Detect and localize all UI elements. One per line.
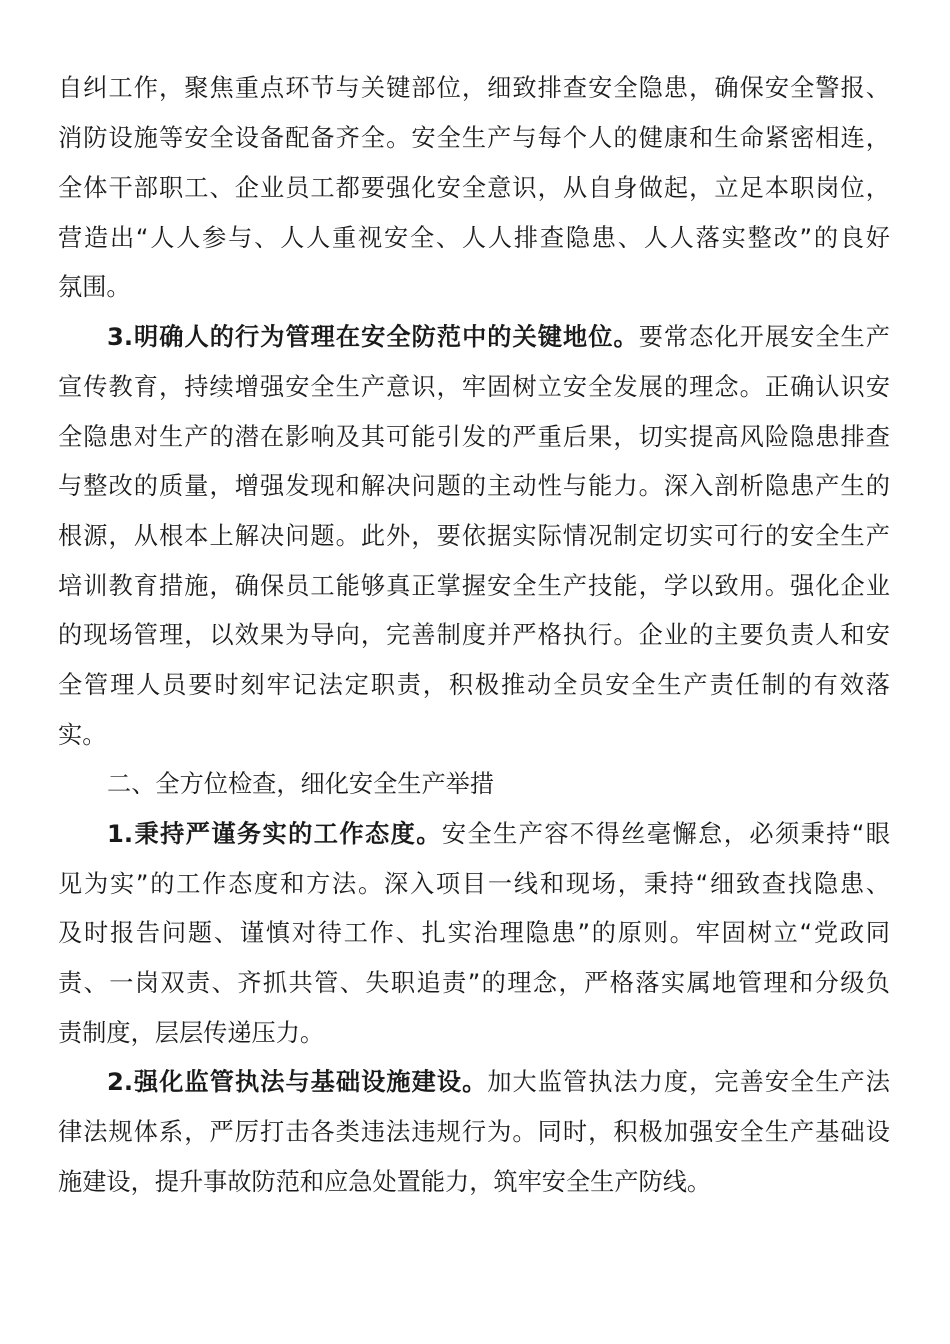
text-line: 及时报告问题、谨慎对待工作、扎实治理隐患”的原则。牢固树立“党政同 [58, 919, 890, 947]
paragraph-text: 加大监管执法力度，完善安全生产法 [487, 1068, 890, 1096]
text-line: 培训教育措施，确保员工能够真正掌握安全生产技能，学以致用。强化企业 [58, 572, 890, 600]
text-line: 施建设，提升事故防范和应急处置能力，筑牢安全生产防线。 [58, 1168, 712, 1196]
text-line: 宣传教育，持续增强安全生产意识，牢固树立安全发展的理念。正确认识安 [58, 373, 890, 401]
text-line: 全管理人员要时刻牢记法定职责，积极推动全员安全生产责任制的有效落 [58, 671, 890, 699]
text-line: 责制度，层层传递压力。 [58, 1019, 325, 1047]
paragraph-first-line [107, 1062, 890, 1102]
text-line: 实。 [58, 721, 107, 749]
text-line: 根源，从根本上解决问题。此外，要依据实际情况制定切实可行的安全生产 [58, 522, 890, 550]
text-line: 全隐患对生产的潜在影响及其可能引发的严重后果，切实提高风险隐患排查 [58, 423, 890, 451]
paragraph-text: 安全生产容不得丝毫懈怠，必须秉持“眼 [441, 820, 890, 848]
section-heading: 二、全方位检查，细化安全生产举措 [107, 770, 495, 798]
text-line: 氛围。 [58, 273, 131, 301]
text-line: 全体干部职工、企业员工都要强化安全意识，从自身做起，立足本职岗位， [58, 174, 890, 202]
paragraph-bold-lead: 2.强化监管执法与基础设施建设。 [107, 1068, 488, 1096]
text-line: 律法规体系，严厉打击各类违法违规行为。同时，积极加强安全生产基础设 [58, 1118, 890, 1146]
text-line: 见为实”的工作态度和方法。深入项目一线和现场，秉持“细致查找隐患、 [58, 870, 890, 898]
paragraph-first-line [107, 317, 890, 357]
paragraph-text: 要常态化开展安全生产 [638, 323, 890, 351]
text-line: 自纠工作，聚焦重点环节与关键部位，细致排查安全隐患，确保安全警报、 [58, 74, 890, 102]
paragraph-first-line [107, 814, 890, 854]
paragraph-bold-lead: 3.明确人的行为管理在安全防范中的关键地位。 [107, 323, 639, 351]
text-line: 责、一岗双责、齐抓共管、失职追责”的理念，严格落实属地管理和分级负 [58, 969, 890, 997]
text-line: 的现场管理，以效果为导向，完善制度并严格执行。企业的主要负责人和安 [58, 621, 890, 649]
paragraph-bold-lead: 1.秉持严谨务实的工作态度。 [107, 820, 442, 848]
text-line: 消防设施等安全设备配备齐全。安全生产与每个人的健康和生命紧密相连， [58, 124, 890, 152]
text-line: 与整改的质量，增强发现和解决问题的主动性与能力。深入剖析隐患产生的 [58, 472, 890, 500]
text-line: 营造出“人人参与、人人重视安全、人人排查隐患、人人落实整改”的良好 [58, 224, 890, 252]
